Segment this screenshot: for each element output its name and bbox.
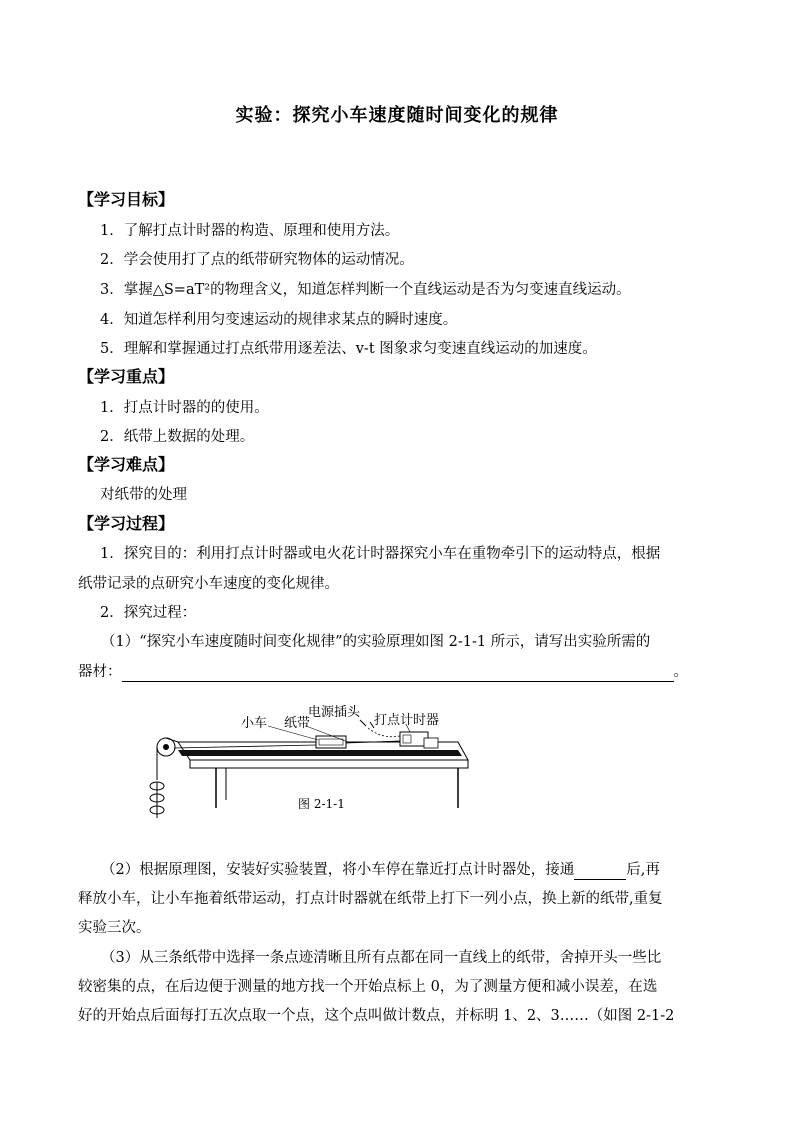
- step3-line-2: 较密集的点，在后边便于测量的地方找一个开始点标上 0，为了测量方便和减小误差，在选: [78, 979, 658, 995]
- difficulty-heading: 【学习难点】: [78, 455, 175, 474]
- step2-suffix: 后,再: [626, 862, 660, 878]
- cart-top: [319, 739, 343, 745]
- steps-title: 2．探究过程：: [100, 605, 197, 621]
- equipment-blank[interactable]: [122, 665, 674, 682]
- step1-line-1: （1）“探究小车速度随时间变化规律”的实验原理如图 2-1-1 所示，请写出实验所需的: [101, 634, 651, 650]
- page-title: 实验：探究小车速度随时间变化的规律: [235, 105, 559, 126]
- equipment-label: 器材：: [78, 664, 122, 680]
- step3-line-3: 好的开始点后面每打五次点取一个点，这个点叫做计数点，并标明 1、2、3……（如图 2-1-2: [78, 1008, 675, 1024]
- process-heading: 【学习过程】: [78, 514, 175, 533]
- power-plug: [360, 720, 374, 728]
- ticker-timer-coil: [403, 735, 411, 743]
- key-point-item-2: 2．纸带上数据的处理。: [100, 429, 255, 445]
- figure-caption: 图 2-1-1: [298, 797, 345, 811]
- goal-item-5: 5．理解和掌握通过打点纸带用逐差法、v-t 图象求匀变速直线运动的加速度。: [100, 341, 597, 357]
- purpose-line-2: 纸带记录的点研究小车速度的变化规律。: [78, 576, 339, 592]
- timer-clamp: [424, 738, 438, 748]
- label-plug: 电源插头: [308, 705, 361, 720]
- key-point-item-1: 1．打点计时器的的使用。: [100, 400, 269, 416]
- difficulty-text: 对纸带的处理: [100, 487, 187, 503]
- goals-heading: 【学习目标】: [78, 190, 175, 209]
- power-blank[interactable]: [574, 863, 626, 880]
- step2-line-2: 释放小车，让小车拖着纸带运动，打点计时器就在纸带上打下一列小点，换上新的纸带,重复: [78, 891, 663, 907]
- power-wire: [368, 728, 400, 737]
- goal-item-2: 2．学会使用打了点的纸带研究物体的运动情况。: [100, 252, 414, 268]
- track-strip: [178, 750, 462, 756]
- goal-item-3: 3．掌握△S=aT²的物理含义，知道怎样判断一个直线运动是否为匀变速直线运动。: [100, 282, 631, 298]
- table-edge: [190, 760, 468, 768]
- key-points-heading: 【学习重点】: [78, 367, 175, 386]
- step2-line-3: 实验三次。: [78, 920, 151, 936]
- step3-line-1: （3）从三条纸带中选择一条点迹清晰且所有点都在同一直线上的纸带，舍掉开头一些比: [101, 950, 662, 966]
- label-cart: 小车: [241, 716, 268, 731]
- step1-line-2: [78, 662, 728, 682]
- step2-prefix: （2）根据原理图，安装好实验装置，将小车停在靠近打点计时器处，接通: [101, 862, 575, 878]
- goal-item-1: 1．了解打点计时器的构造、原理和使用方法。: [100, 223, 400, 239]
- equipment-end: 。: [673, 664, 688, 680]
- experiment-apparatus-figure: [138, 700, 478, 830]
- purpose-line-1: 1．探究目的：利用打点计时器或电火花计时器探究小车在重物牵引下的运动特点，根据: [100, 546, 661, 562]
- label-timer: 打点计时器: [374, 713, 440, 728]
- step2-line-1: [101, 860, 751, 880]
- pulley-axle: [163, 744, 169, 750]
- goal-item-4: 4．知道怎样利用匀变速运动的规律求某点的瞬时速度。: [100, 312, 458, 328]
- label-tape: 纸带: [284, 716, 311, 731]
